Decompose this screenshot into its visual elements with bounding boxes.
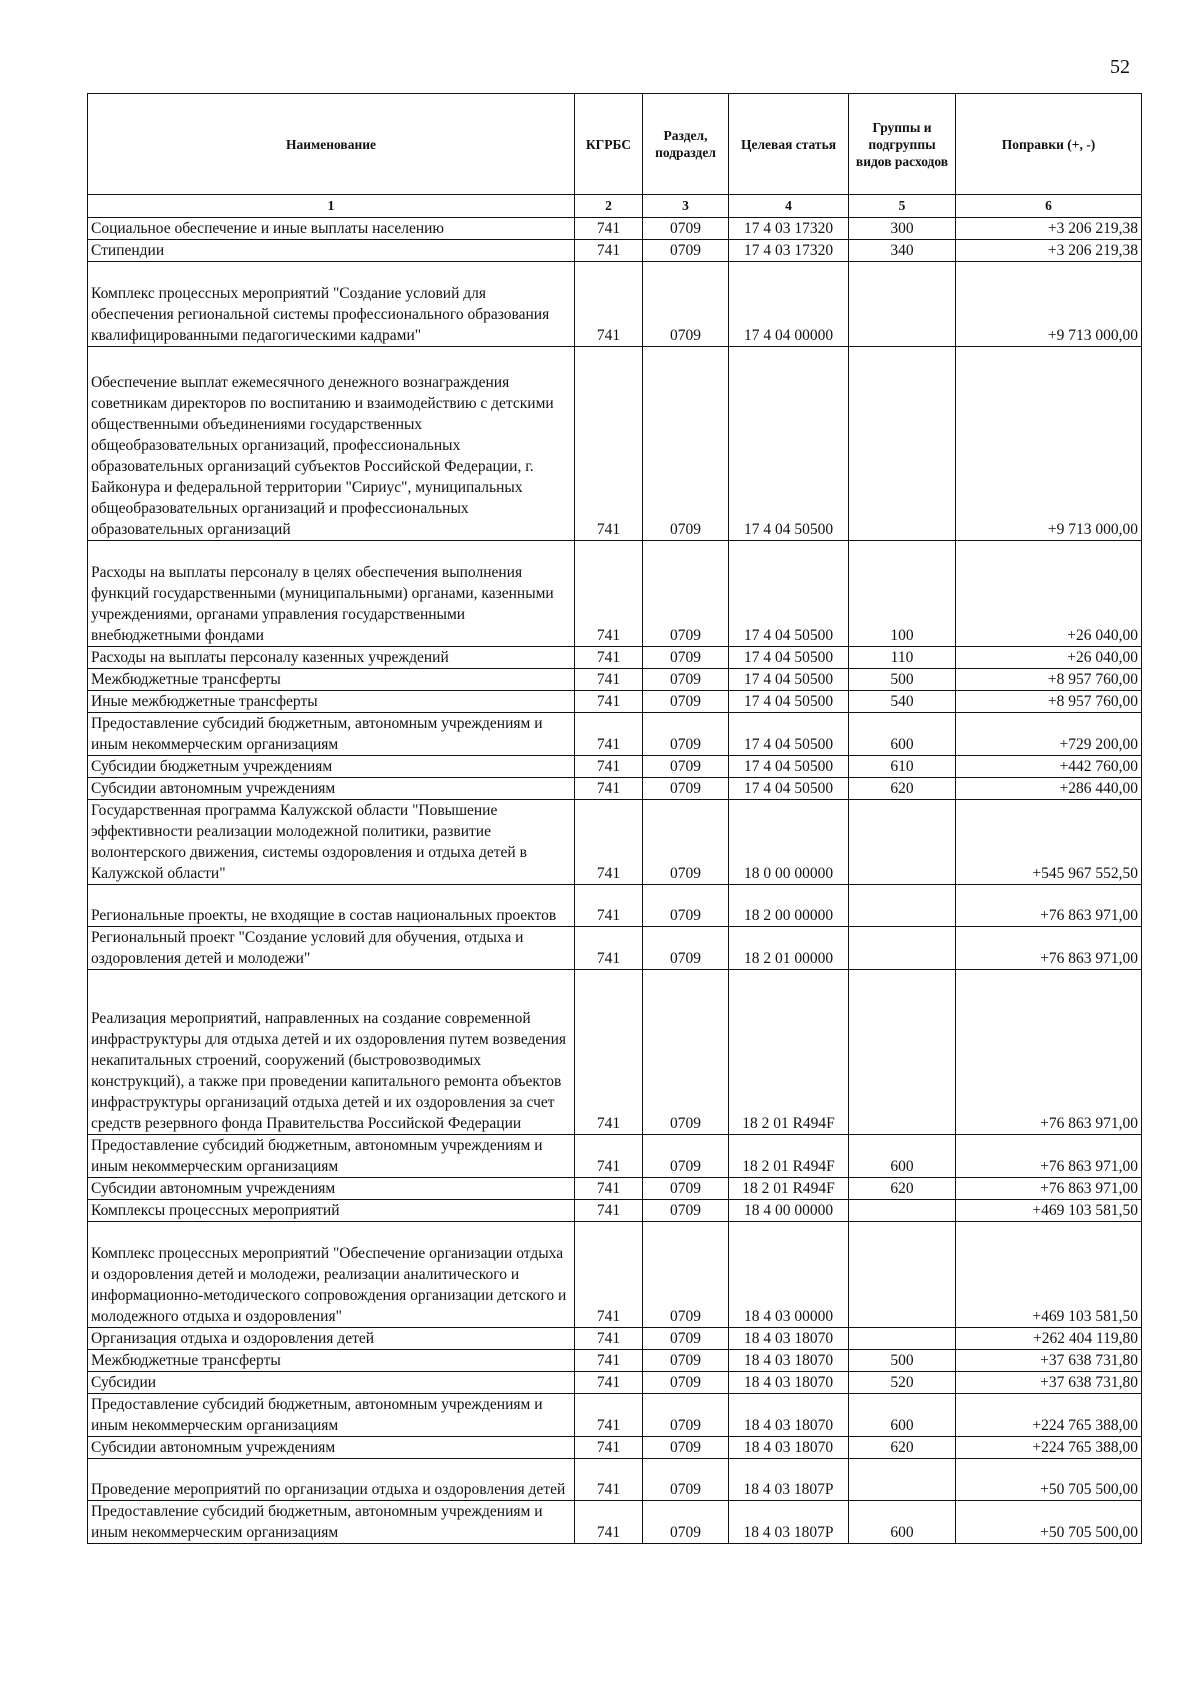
- row-section: 0709: [643, 778, 729, 800]
- row-name: Межбюджетные трансферты: [88, 1350, 575, 1372]
- column-number: 2: [575, 195, 643, 218]
- row-kgrbs: 741: [575, 1135, 643, 1178]
- row-group: 110: [849, 647, 956, 669]
- row-kgrbs: 741: [575, 1459, 643, 1501]
- row-section: 0709: [643, 1350, 729, 1372]
- row-target: 18 4 03 00000: [729, 1222, 849, 1328]
- row-kgrbs: 741: [575, 691, 643, 713]
- row-target: 18 4 00 00000: [729, 1200, 849, 1222]
- row-group: 600: [849, 1135, 956, 1178]
- table-body: [88, 218, 1142, 1544]
- row-group: [849, 347, 956, 541]
- row-kgrbs: 741: [575, 240, 643, 262]
- row-amount: +76 863 971,00: [956, 1178, 1142, 1200]
- row-section: 0709: [643, 927, 729, 970]
- row-group: 300: [849, 218, 956, 240]
- row-group: 540: [849, 691, 956, 713]
- row-group: [849, 1222, 956, 1328]
- column-number: 5: [849, 195, 956, 218]
- row-amount: +3 206 219,38: [956, 218, 1142, 240]
- row-amount: +262 404 119,80: [956, 1328, 1142, 1350]
- row-amount: +729 200,00: [956, 713, 1142, 756]
- row-section: 0709: [643, 669, 729, 691]
- row-section: 0709: [643, 800, 729, 885]
- row-name: Расходы на выплаты персоналу казенных учреждений: [88, 647, 575, 669]
- table-row: [88, 970, 1142, 1135]
- row-amount: +3 206 219,38: [956, 240, 1142, 262]
- table-row: [88, 218, 1142, 240]
- table-row: [88, 885, 1142, 927]
- table-row: [88, 1328, 1142, 1350]
- row-target: 17 4 04 50500: [729, 713, 849, 756]
- table-row: [88, 1501, 1142, 1544]
- column-number: 3: [643, 195, 729, 218]
- row-kgrbs: 741: [575, 756, 643, 778]
- row-name: Иные межбюджетные трансферты: [88, 691, 575, 713]
- row-kgrbs: 741: [575, 1328, 643, 1350]
- row-group: [849, 1328, 956, 1350]
- row-name: Межбюджетные трансферты: [88, 669, 575, 691]
- row-kgrbs: 741: [575, 970, 643, 1135]
- row-section: 0709: [643, 1135, 729, 1178]
- row-section: 0709: [643, 240, 729, 262]
- row-group: [849, 800, 956, 885]
- column-number: 6: [956, 195, 1142, 218]
- row-amount: +8 957 760,00: [956, 669, 1142, 691]
- row-group: 340: [849, 240, 956, 262]
- table-row: [88, 1200, 1142, 1222]
- column-number: 1: [88, 195, 575, 218]
- table-row: [88, 1135, 1142, 1178]
- row-section: 0709: [643, 1394, 729, 1437]
- row-amount: +224 765 388,00: [956, 1394, 1142, 1437]
- row-kgrbs: 741: [575, 541, 643, 647]
- row-group: 620: [849, 1437, 956, 1459]
- row-target: 18 2 01 R494F: [729, 1178, 849, 1200]
- row-target: 17 4 04 50500: [729, 347, 849, 541]
- row-group: 620: [849, 1178, 956, 1200]
- row-amount: +76 863 971,00: [956, 1135, 1142, 1178]
- row-target: 18 2 01 00000: [729, 927, 849, 970]
- row-amount: +9 713 000,00: [956, 347, 1142, 541]
- row-target: 18 4 03 18070: [729, 1394, 849, 1437]
- row-amount: +50 705 500,00: [956, 1501, 1142, 1544]
- row-amount: +26 040,00: [956, 541, 1142, 647]
- row-group: 100: [849, 541, 956, 647]
- row-name: Предоставление субсидий бюджетным, автономным учреждениям и иным некоммерческим организациям: [88, 1501, 575, 1544]
- header-kgrbs: КГРБС: [575, 94, 643, 195]
- row-section: 0709: [643, 218, 729, 240]
- row-target: 18 4 03 18070: [729, 1437, 849, 1459]
- row-section: 0709: [643, 885, 729, 927]
- row-group: [849, 970, 956, 1135]
- row-group: 500: [849, 1350, 956, 1372]
- row-name: Организация отдыха и оздоровления детей: [88, 1328, 575, 1350]
- row-target: 18 0 00 00000: [729, 800, 849, 885]
- row-name: Субсидии автономным учреждениям: [88, 1437, 575, 1459]
- row-section: 0709: [643, 1222, 729, 1328]
- row-name: Субсидии автономным учреждениям: [88, 778, 575, 800]
- row-amount: +224 765 388,00: [956, 1437, 1142, 1459]
- row-name: Обеспечение выплат ежемесячного денежного вознаграждения советникам директоров по воспитанию и взаимодействию с детскими общественными объединениями государственных общеобразовательных организаций, профессиональных образовательных организаций субъектов Российской Федерации, г. Байконура и федеральной территории "Сириус", муниципальных общеобразовательных организаций и профессиональных образовательных организаций: [88, 347, 575, 541]
- row-amount: +469 103 581,50: [956, 1200, 1142, 1222]
- row-name: Региональный проект "Создание условий для обучения, отдыха и оздоровления детей и молодежи": [88, 927, 575, 970]
- row-target: 18 4 03 18070: [729, 1372, 849, 1394]
- row-name: Субсидии: [88, 1372, 575, 1394]
- row-kgrbs: 741: [575, 1350, 643, 1372]
- row-name: Расходы на выплаты персоналу в целях обеспечения выполнения функций государственными (муниципальными) органами, казенными учреждениями, органами управления государственными внебюджетными фондами: [88, 541, 575, 647]
- row-kgrbs: 741: [575, 669, 643, 691]
- row-amount: +37 638 731,80: [956, 1350, 1142, 1372]
- row-section: 0709: [643, 970, 729, 1135]
- row-name: Региональные проекты, не входящие в состав национальных проектов: [88, 885, 575, 927]
- row-kgrbs: 741: [575, 1178, 643, 1200]
- row-kgrbs: 741: [575, 1437, 643, 1459]
- table-row: [88, 1178, 1142, 1200]
- row-target: 18 2 01 R494F: [729, 1135, 849, 1178]
- row-kgrbs: 741: [575, 647, 643, 669]
- table-row: [88, 800, 1142, 885]
- budget-table: [87, 93, 1142, 1544]
- row-section: 0709: [643, 1459, 729, 1501]
- table-row: [88, 1350, 1142, 1372]
- row-name: Субсидии бюджетным учреждениям: [88, 756, 575, 778]
- row-name: Предоставление субсидий бюджетным, автономным учреждениям и иным некоммерческим организациям: [88, 1135, 575, 1178]
- row-section: 0709: [643, 1501, 729, 1544]
- table-row: [88, 647, 1142, 669]
- row-amount: +50 705 500,00: [956, 1459, 1142, 1501]
- row-name: Предоставление субсидий бюджетным, автономным учреждениям и иным некоммерческим организациям: [88, 1394, 575, 1437]
- row-group: 620: [849, 778, 956, 800]
- row-name: Социальное обеспечение и иные выплаты населению: [88, 218, 575, 240]
- row-section: 0709: [643, 1437, 729, 1459]
- row-kgrbs: 741: [575, 800, 643, 885]
- row-kgrbs: 741: [575, 1501, 643, 1544]
- row-amount: +8 957 760,00: [956, 691, 1142, 713]
- table-row: [88, 691, 1142, 713]
- row-name: Субсидии автономным учреждениям: [88, 1178, 575, 1200]
- row-kgrbs: 741: [575, 262, 643, 347]
- table-row: [88, 927, 1142, 970]
- row-name: Предоставление субсидий бюджетным, автономным учреждениям и иным некоммерческим организациям: [88, 713, 575, 756]
- row-name: Комплекс процессных мероприятий "Обеспечение организации отдыха и оздоровления детей и молодежи, реализации аналитического и информационно-методического сопровождения организации детского и молодежного отдыха и оздоровления": [88, 1222, 575, 1328]
- row-amount: +76 863 971,00: [956, 970, 1142, 1135]
- row-amount: +26 040,00: [956, 647, 1142, 669]
- row-amount: +37 638 731,80: [956, 1372, 1142, 1394]
- header-name: Наименование: [88, 94, 575, 195]
- row-group: 500: [849, 669, 956, 691]
- table-row: [88, 262, 1142, 347]
- row-target: 17 4 03 17320: [729, 218, 849, 240]
- row-target: 18 2 00 00000: [729, 885, 849, 927]
- row-target: 18 2 01 R494F: [729, 970, 849, 1135]
- row-group: [849, 262, 956, 347]
- row-section: 0709: [643, 691, 729, 713]
- row-amount: +9 713 000,00: [956, 262, 1142, 347]
- table-row: [88, 240, 1142, 262]
- header-groups: Группы и подгруппы видов расходов: [849, 94, 956, 195]
- row-section: 0709: [643, 1200, 729, 1222]
- row-section: 0709: [643, 713, 729, 756]
- row-name: Комплексы процессных мероприятий: [88, 1200, 575, 1222]
- row-group: 600: [849, 713, 956, 756]
- table-row: [88, 669, 1142, 691]
- header-section: Раздел, подраздел: [643, 94, 729, 195]
- row-kgrbs: 741: [575, 885, 643, 927]
- table-row: [88, 1437, 1142, 1459]
- header-amendments: Поправки (+, -): [956, 94, 1142, 195]
- row-section: 0709: [643, 1178, 729, 1200]
- row-group: [849, 1200, 956, 1222]
- row-target: 17 4 04 50500: [729, 669, 849, 691]
- row-name: Стипендии: [88, 240, 575, 262]
- row-group: [849, 1459, 956, 1501]
- row-target: 17 4 04 50500: [729, 647, 849, 669]
- page-number: 52: [1110, 56, 1130, 78]
- row-kgrbs: 741: [575, 218, 643, 240]
- table-row: [88, 347, 1142, 541]
- row-target: 18 4 03 18070: [729, 1328, 849, 1350]
- row-group: 600: [849, 1501, 956, 1544]
- row-section: 0709: [643, 262, 729, 347]
- row-group: 520: [849, 1372, 956, 1394]
- row-amount: +442 760,00: [956, 756, 1142, 778]
- row-name: Комплекс процессных мероприятий "Создание условий для обеспечения региональной системы профессионального образования квалифицированными педагогическими кадрами": [88, 262, 575, 347]
- row-name: Государственная программа Калужской области "Повышение эффективности реализации молодежной политики, развитие волонтерского движения, системы оздоровления и отдыха детей в Калужской области": [88, 800, 575, 885]
- row-amount: +286 440,00: [956, 778, 1142, 800]
- row-group: 600: [849, 1394, 956, 1437]
- row-section: 0709: [643, 756, 729, 778]
- row-target: 17 4 03 17320: [729, 240, 849, 262]
- table-row: [88, 1222, 1142, 1328]
- row-target: 17 4 04 50500: [729, 541, 849, 647]
- row-amount: +545 967 552,50: [956, 800, 1142, 885]
- row-kgrbs: 741: [575, 778, 643, 800]
- row-kgrbs: 741: [575, 713, 643, 756]
- row-target: 17 4 04 50500: [729, 778, 849, 800]
- row-section: 0709: [643, 1372, 729, 1394]
- row-kgrbs: 741: [575, 347, 643, 541]
- row-name: Реализация мероприятий, направленных на создание современной инфраструктуры для отдыха детей и их оздоровления путем возведения некапитальных строений, сооружений (быстровозводимых конструкций), а также при проведении капитального ремонта объектов инфраструктуры организаций отдыха детей и их оздоровления за счет средств резервного фонда Правительства Российской Федерации: [88, 970, 575, 1135]
- row-section: 0709: [643, 347, 729, 541]
- row-amount: +76 863 971,00: [956, 885, 1142, 927]
- row-target: 17 4 04 50500: [729, 756, 849, 778]
- row-section: 0709: [643, 541, 729, 647]
- row-target: 17 4 04 00000: [729, 262, 849, 347]
- column-numbers-row: [88, 195, 1142, 218]
- row-section: 0709: [643, 1328, 729, 1350]
- header-target: Целевая статья: [729, 94, 849, 195]
- row-amount: +76 863 971,00: [956, 927, 1142, 970]
- row-amount: +469 103 581,50: [956, 1222, 1142, 1328]
- table-header-row: [88, 94, 1142, 195]
- row-group: [849, 927, 956, 970]
- row-group: 610: [849, 756, 956, 778]
- row-target: 18 4 03 1807Р: [729, 1459, 849, 1501]
- row-target: 17 4 04 50500: [729, 691, 849, 713]
- table-row: [88, 756, 1142, 778]
- row-group: [849, 885, 956, 927]
- row-target: 18 4 03 18070: [729, 1350, 849, 1372]
- table-row: [88, 1394, 1142, 1437]
- table-row: [88, 713, 1142, 756]
- row-kgrbs: 741: [575, 927, 643, 970]
- row-kgrbs: 741: [575, 1372, 643, 1394]
- table-row: [88, 1372, 1142, 1394]
- row-target: 18 4 03 1807Р: [729, 1501, 849, 1544]
- table-row: [88, 1459, 1142, 1501]
- column-number: 4: [729, 195, 849, 218]
- row-kgrbs: 741: [575, 1222, 643, 1328]
- table-row: [88, 541, 1142, 647]
- row-name: Проведение мероприятий по организации отдыха и оздоровления детей: [88, 1459, 575, 1501]
- row-kgrbs: 741: [575, 1200, 643, 1222]
- table-row: [88, 778, 1142, 800]
- row-kgrbs: 741: [575, 1394, 643, 1437]
- row-section: 0709: [643, 647, 729, 669]
